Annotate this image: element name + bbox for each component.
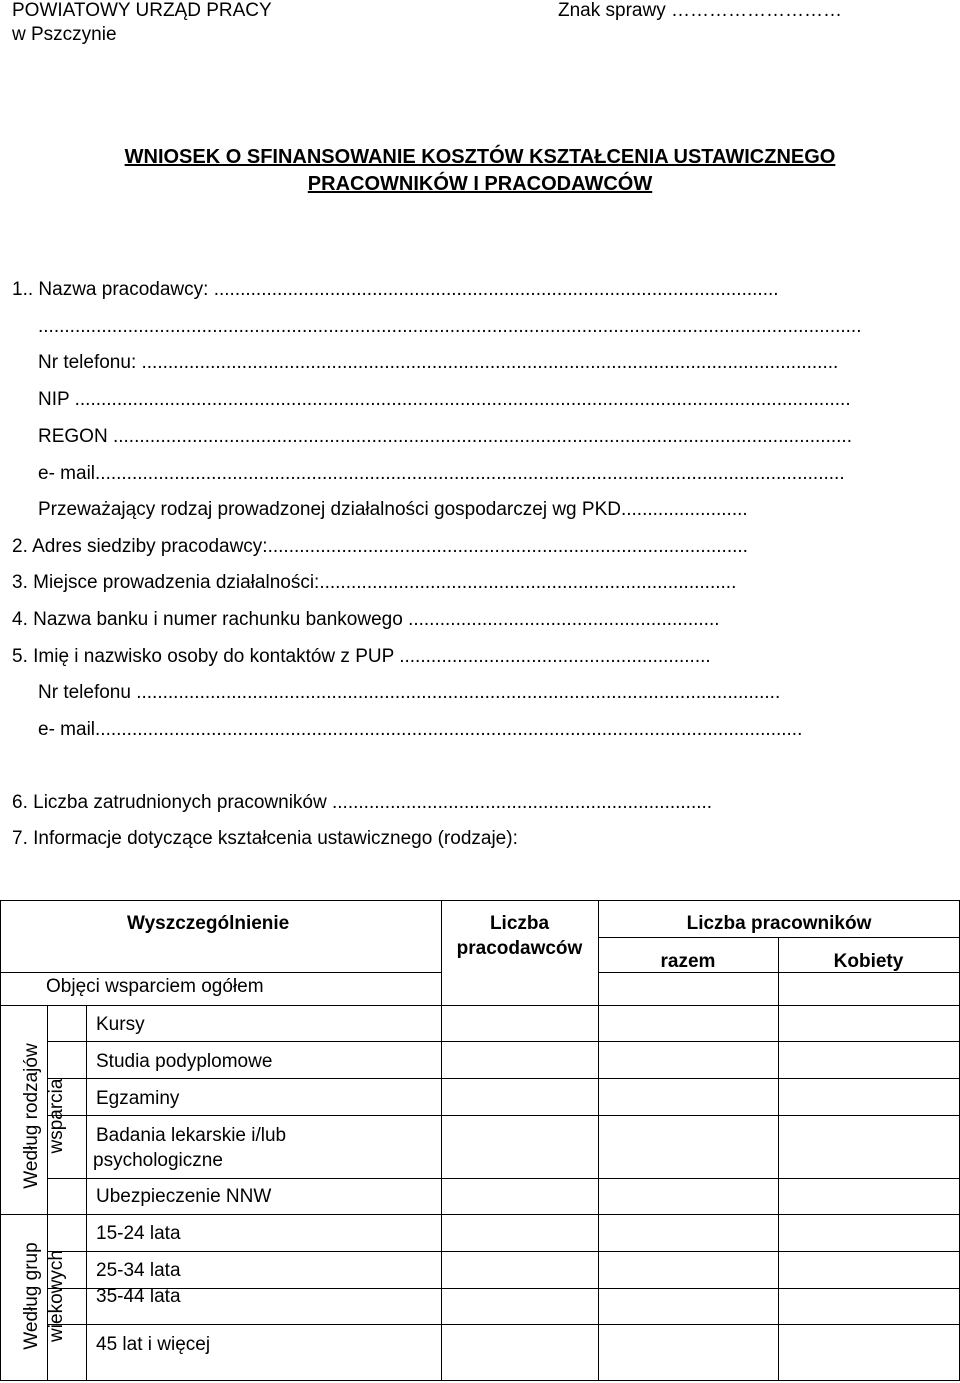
field-pkd[interactable]: Przeważający rodzaj prowadzonej działalności gospodarczej wg PKD........................ xyxy=(38,500,748,519)
row-courses-label: Kursy xyxy=(96,1014,145,1035)
col-header-employers-1: Liczba xyxy=(489,913,550,934)
row-insurance-label: Ubezpieczenie NNW xyxy=(96,1186,272,1207)
col-header-women: Kobiety xyxy=(833,951,904,972)
form-title-line2: PRACOWNIKÓW I PRACODAWCÓW xyxy=(307,173,653,195)
office-city: w Pszczynie xyxy=(12,24,117,45)
group-age-line2: wiekowych xyxy=(45,1250,67,1342)
row-postgraduate-label: Studia podyplomowe xyxy=(96,1051,273,1072)
field-regon[interactable]: REGON ............................................................................................................................................ xyxy=(38,427,852,446)
field-contact-person[interactable]: 5. Imię i nazwisko osoby do kontaktów z PUP ........................................................... xyxy=(12,647,711,666)
form-title-line1: WNIOSEK O SFINANSOWANIE KOSZTÓW KSZTAŁCENIA USTAWICZNEGO xyxy=(124,146,836,168)
row-age-25-34-label: 25-34 lata xyxy=(96,1260,181,1281)
row-medical-label: Badania lekarskie i/lub xyxy=(96,1125,287,1146)
group-age-line1: Według grup xyxy=(21,1242,42,1350)
field-bank-account[interactable]: 4. Nazwa banku i numer rachunku bankowego ........................................................... xyxy=(12,610,720,629)
field-employee-count[interactable]: 6. Liczba zatrudnionych pracowników ........................................................................ xyxy=(12,793,713,812)
col-header-employees: Liczba pracowników xyxy=(686,913,872,934)
col-header-employers-2: pracodawców xyxy=(456,938,583,959)
field-address[interactable]: 2. Adres siedziby pracodawcy:........................................................................................... xyxy=(12,537,748,556)
field-contact-phone[interactable]: Nr telefonu .......................................................................................................................... xyxy=(38,683,781,702)
col-header-total: razem xyxy=(660,951,716,972)
row-age-15-24-label: 15-24 lata xyxy=(96,1223,181,1244)
field-employer-name[interactable]: 1.. Nazwa pracodawcy: ........................................................................................................... xyxy=(12,280,779,299)
group-label-age xyxy=(20,1209,70,1383)
field-contact-email[interactable]: e- mail...................................................................................................................................... xyxy=(38,720,803,739)
row-medical-label-cont: psychologiczne xyxy=(93,1150,223,1171)
group-support-line2: wsparcia xyxy=(45,1078,67,1154)
field-nip[interactable]: NIP ................................................................................................................................................... xyxy=(38,390,851,409)
field-phone[interactable]: Nr telefonu: .................................................................................................................................... xyxy=(38,353,839,372)
row-exams-label: Egzaminy xyxy=(96,1088,180,1109)
office-name: POWIATOWY URZĄD PRACY xyxy=(12,0,272,21)
section-training-info: 7. Informacje dotyczące kształcenia ustawicznego (rodzaje): xyxy=(12,828,518,849)
col-header-spec: Wyszczególnienie xyxy=(127,913,290,934)
field-employer-name-cont[interactable]: ............................................................................................................................................................ xyxy=(38,317,862,336)
field-email[interactable]: e- mail.............................................................................................................................................. xyxy=(38,464,845,483)
row-age-35-44-label: 35-44 lata xyxy=(96,1286,181,1307)
group-label-support xyxy=(20,1029,70,1203)
row-age-45-plus-label: 45 lat i więcej xyxy=(96,1334,211,1355)
row-total-label: Objęci wsparciem ogółem xyxy=(46,976,264,997)
case-reference: Znak sprawy ……………………… xyxy=(558,0,842,21)
group-support-line1: Według rodzajów xyxy=(21,1043,42,1189)
field-business-location[interactable]: 3. Miejsce prowadzenia działalności:............................................................................... xyxy=(12,573,737,592)
